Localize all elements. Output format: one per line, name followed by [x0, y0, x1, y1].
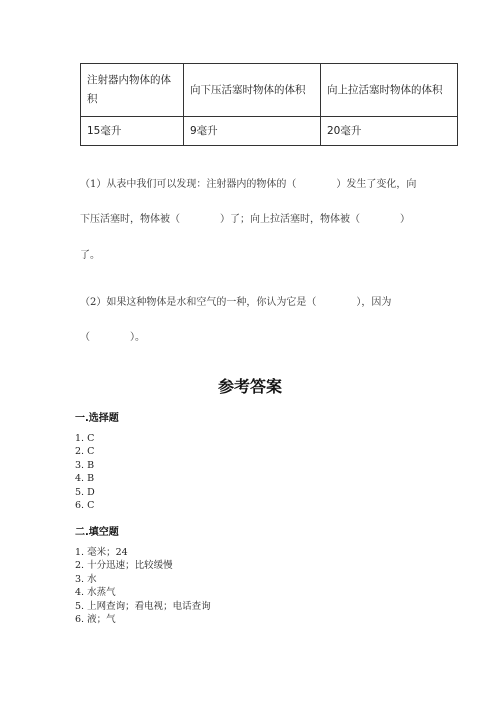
list-item: 6. C [75, 500, 95, 512]
question-1-line-1: （1）从表中我们可以发现：注射器内的物体的（ ）发生了变化，向 [80, 179, 417, 190]
list-item: 6. 液；气 [75, 614, 116, 626]
list-item: 1. 毫米；24 [75, 547, 128, 558]
question-2-line-2: （ ）。 [80, 332, 145, 343]
list-item: 1. C [75, 433, 95, 444]
table-cell: 9毫升 [184, 117, 321, 146]
list-item: 3. B [75, 459, 95, 471]
table-header-cell: 注射器内物体的体积 [81, 64, 184, 117]
table-cell: 15毫升 [81, 117, 184, 146]
question-2-line-1: （2）如果这种物体是水和空气的一种，你认为它是（ ），因为 [80, 297, 392, 308]
choice-answer-list [75, 432, 95, 512]
list-item: 3. 水 [75, 573, 97, 585]
list-item: 5. D [75, 486, 95, 498]
section-choice-heading: 一.选择题 [75, 413, 119, 424]
answers-title: 参考答案 [217, 377, 282, 396]
table-header-cell: 向上拉活塞时物体的体积 [321, 64, 458, 117]
list-item: 4. 水蒸气 [75, 587, 116, 599]
fill-answer-list [75, 546, 211, 626]
table-row [81, 117, 458, 146]
list-item: 4. B [75, 473, 95, 485]
list-item: 5. 上网查询；看电视；电话查询 [75, 600, 211, 612]
list-item: 2. 十分迅速；比较缓慢 [75, 560, 173, 572]
question-1-line-3: 了。 [80, 250, 100, 261]
section-fill-heading: 二.填空题 [75, 527, 119, 538]
volume-table [80, 63, 458, 146]
table-header-row [81, 64, 458, 117]
question-1-line-2: 下压活塞时，物体被（ ）了；向上拉活塞时，物体被（ ） [80, 214, 410, 225]
table-header-cell: 向下压活塞时物体的体积 [184, 64, 321, 117]
table-cell: 20毫升 [321, 117, 458, 146]
list-item: 2. C [75, 446, 95, 458]
